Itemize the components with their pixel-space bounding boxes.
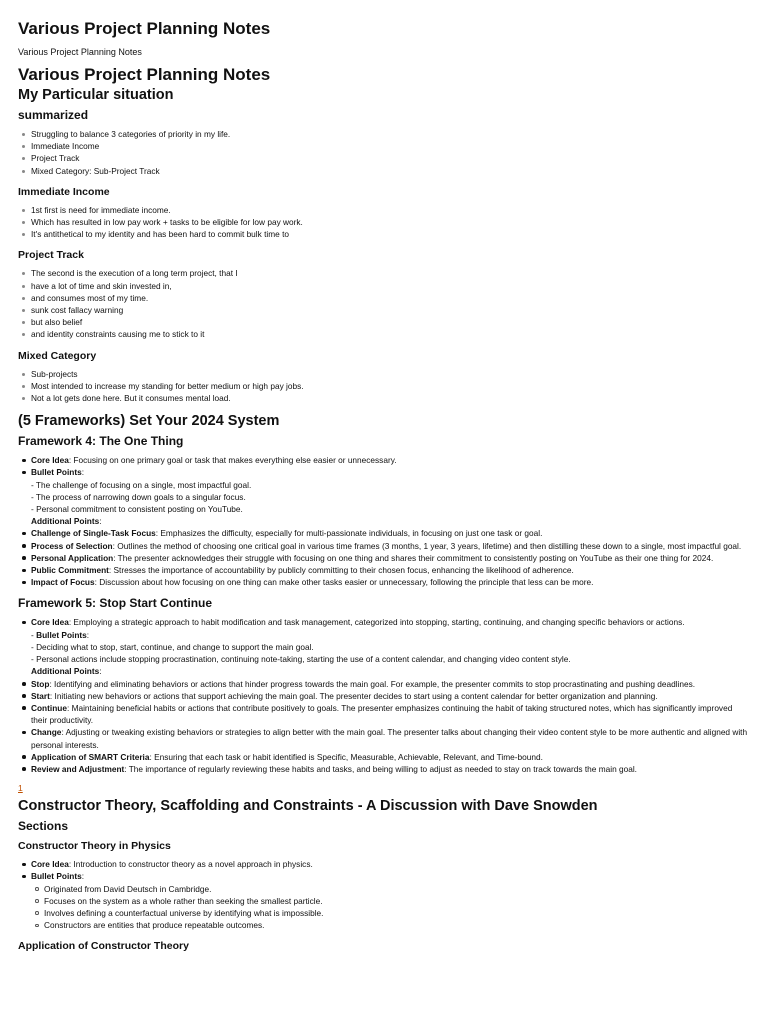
colon: : bbox=[99, 516, 102, 527]
list-item: The second is the execution of a long term project, that I bbox=[31, 267, 750, 279]
list-item: Project Track bbox=[31, 152, 750, 164]
item-label: Personal Application bbox=[31, 552, 114, 563]
item-text: : The importance of regularly reviewing these habits and tasks, and being willing to adjust as needed to stay on track towards the main goal. bbox=[124, 763, 637, 774]
list-item bbox=[31, 751, 750, 763]
item-text: : Identifying and eliminating behaviors or actions that hinder progress towards the main goal. For example, the presenter commits to stop procrastinating and pushing deadlines. bbox=[49, 678, 696, 689]
bullet-points-label: Bullet Points bbox=[31, 467, 82, 478]
colon: : bbox=[99, 666, 102, 677]
list-item: sunk cost fallacy warning bbox=[31, 304, 750, 316]
item-label: Application of SMART Criteria bbox=[31, 751, 150, 762]
list-item bbox=[31, 678, 750, 690]
list-item: and identity constraints causing me to stick to it bbox=[31, 328, 750, 340]
list-item: and consumes most of my time. bbox=[31, 292, 750, 304]
sections-heading: Sections bbox=[18, 819, 69, 834]
summarized-heading: summarized bbox=[18, 108, 89, 122]
list-item bbox=[31, 576, 750, 588]
list-item bbox=[31, 858, 750, 870]
list-item: Mixed Category: Sub-Project Track bbox=[31, 165, 750, 177]
framework-5-list bbox=[18, 616, 750, 775]
list-item: 1st first is need for immediate income. bbox=[31, 204, 750, 216]
item-text: : Ensuring that each task or habit identified is Specific, Measurable, Achievable, Relevant, and Time-bound. bbox=[149, 751, 543, 762]
core-idea-label: Core Idea bbox=[31, 455, 69, 466]
item-label: Review and Adjustment bbox=[31, 763, 125, 774]
list-item bbox=[31, 702, 750, 726]
list-item bbox=[31, 690, 750, 702]
item-text: : Outlines the method of choosing one critical goal in various time frames (3 months, 1 year, 3 years, lifetime) and then distilling these down to a single, most impactful goal. bbox=[112, 540, 742, 551]
list-item: It's antithetical to my identity and has been hard to commit bulk time to bbox=[31, 228, 750, 240]
bullet-points-label: Bullet Points bbox=[31, 871, 82, 882]
framework-4-list bbox=[18, 454, 750, 588]
list-item bbox=[31, 454, 750, 466]
item-text: : The presenter acknowledges their struggle with focusing on one thing and shares their commitment to consistently posting on YouTube as their one thing for 2024. bbox=[113, 552, 714, 563]
item-text: : Emphasizes the difficulty, especially for multi-passionate individuals, in focusing on just one task or goal. bbox=[155, 528, 543, 539]
bullet-points-label: Bullet Points bbox=[36, 629, 87, 640]
core-idea-label: Core Idea bbox=[31, 617, 69, 628]
list-item bbox=[31, 466, 750, 527]
project-track-list bbox=[18, 267, 750, 340]
bullet-line: - Personal commitment to consistent posting on YouTube. bbox=[31, 504, 243, 515]
additional-points-label: Additional Points bbox=[31, 666, 100, 677]
list-item: but also belief bbox=[31, 316, 750, 328]
item-label: Challenge of Single-Task Focus bbox=[31, 528, 156, 539]
mixed-category-list bbox=[18, 368, 750, 405]
list-item bbox=[31, 870, 750, 931]
list-item: Struggling to balance 3 categories of priority in my life. bbox=[31, 128, 750, 140]
immediate-income-heading: Immediate Income bbox=[18, 185, 110, 198]
item-label: Impact of Focus bbox=[31, 577, 95, 588]
dash: - bbox=[31, 629, 37, 640]
bullet-line: - The process of narrowing down goals to a singular focus. bbox=[31, 491, 246, 502]
bullet-line: - Deciding what to stop, start, continue, and change to support the main goal. bbox=[31, 641, 314, 652]
item-label: Continue bbox=[31, 702, 67, 713]
colon: : bbox=[86, 629, 90, 640]
item-text: : Discussion about how focusing on one thing can make other tasks easier or unnecessary, following the principle that less can be more. bbox=[94, 577, 594, 588]
mixed-category-heading: Mixed Category bbox=[18, 349, 97, 362]
list-item bbox=[31, 564, 750, 576]
constructor-theory-heading: Constructor Theory, Scaffolding and Constraints - A Discussion with Dave Snowden bbox=[18, 798, 598, 815]
core-idea-text: : Focusing on one primary goal or task that makes everything else easier or unnecessary. bbox=[68, 455, 397, 466]
framework-5-heading: Framework 5: Stop Start Continue bbox=[18, 596, 213, 611]
item-text: : Stresses the importance of accountability by publicly committing to their chosen focus, enhancing the likelihood of adherence. bbox=[108, 565, 574, 576]
item-label: Public Commitment bbox=[31, 565, 109, 576]
constructor-application-heading: Application of Constructor Theory bbox=[18, 940, 189, 953]
list-item: have a lot of time and skin invested in, bbox=[31, 280, 750, 292]
colon: : bbox=[81, 467, 85, 478]
document-title: Various Project Planning Notes bbox=[18, 19, 271, 38]
list-item bbox=[31, 726, 750, 750]
core-idea-text: : Employing a strategic approach to habit modification and task management, categorized into stopping, starting, continuing, and changing specific behaviors or actions. bbox=[68, 617, 685, 628]
list-item bbox=[31, 527, 750, 539]
item-text: : Adjusting or tweaking existing behaviors or strategies to align better with the main goal. The presenter talks about changing their video content style to be more authentic and aligned with personal interests. bbox=[31, 727, 748, 750]
core-idea-text: : Introduction to constructor theory as a novel approach in physics. bbox=[68, 859, 313, 870]
framework-4-heading: Framework 4: The One Thing bbox=[18, 434, 184, 449]
list-item bbox=[31, 763, 750, 775]
item-label: Process of Selection bbox=[31, 540, 113, 551]
constructor-physics-list bbox=[18, 858, 750, 931]
list-item: Immediate Income bbox=[31, 140, 750, 152]
bullet-line: - The challenge of focusing on a single, most impactful goal. bbox=[31, 479, 252, 490]
item-label: Start bbox=[31, 690, 50, 701]
list-item: Involves defining a counterfactual universe by identifying what is impossible. bbox=[44, 907, 750, 919]
situation-heading: My Particular situation bbox=[18, 87, 174, 103]
list-item: Focuses on the system as a whole rather than seeking the smallest particle. bbox=[44, 895, 750, 907]
item-label: Stop bbox=[31, 678, 50, 689]
list-item: Which has resulted in low pay work + tasks to be eligible for low pay work. bbox=[31, 216, 750, 228]
breadcrumb: Various Project Planning Notes bbox=[18, 47, 142, 57]
nested-list bbox=[31, 883, 750, 932]
frameworks-heading: (5 Frameworks) Set Your 2024 System bbox=[18, 413, 280, 430]
list-item: Most intended to increase my standing for better medium or high pay jobs. bbox=[31, 380, 750, 392]
list-item bbox=[31, 552, 750, 564]
page-heading: Various Project Planning Notes bbox=[18, 65, 271, 84]
list-item: Not a lot gets done here. But it consumes mental load. bbox=[31, 392, 750, 404]
list-item: Constructors are entities that produce repeatable outcomes. bbox=[44, 919, 750, 931]
item-label: Change bbox=[31, 727, 62, 738]
footnote-link[interactable]: 1 bbox=[18, 783, 23, 794]
constructor-physics-heading: Constructor Theory in Physics bbox=[18, 840, 171, 853]
colon: : bbox=[81, 871, 85, 882]
additional-points-label: Additional Points bbox=[31, 516, 100, 527]
list-item: Sub-projects bbox=[31, 368, 750, 380]
list-item bbox=[31, 540, 750, 552]
immediate-income-list bbox=[18, 204, 750, 241]
list-item bbox=[31, 616, 750, 677]
core-idea-label: Core Idea bbox=[31, 859, 69, 870]
summarized-list bbox=[18, 128, 750, 177]
item-text: : Initiating new behaviors or actions that support achieving the main goal. The presenter decides to start using a content calendar for better organization and planning. bbox=[49, 690, 658, 701]
list-item: Originated from David Deutsch in Cambridge. bbox=[44, 883, 750, 895]
bullet-line: - Personal actions include stopping procrastination, continuing note-taking, starting the use of a content calendar, and changing video content style. bbox=[31, 654, 571, 665]
item-text: : Maintaining beneficial habits or actions that contribute positively to goals. The presenter emphasizes continuing the habit of taking structured notes, which has significantly improved their productivity. bbox=[31, 702, 733, 726]
project-track-heading: Project Track bbox=[18, 249, 84, 262]
